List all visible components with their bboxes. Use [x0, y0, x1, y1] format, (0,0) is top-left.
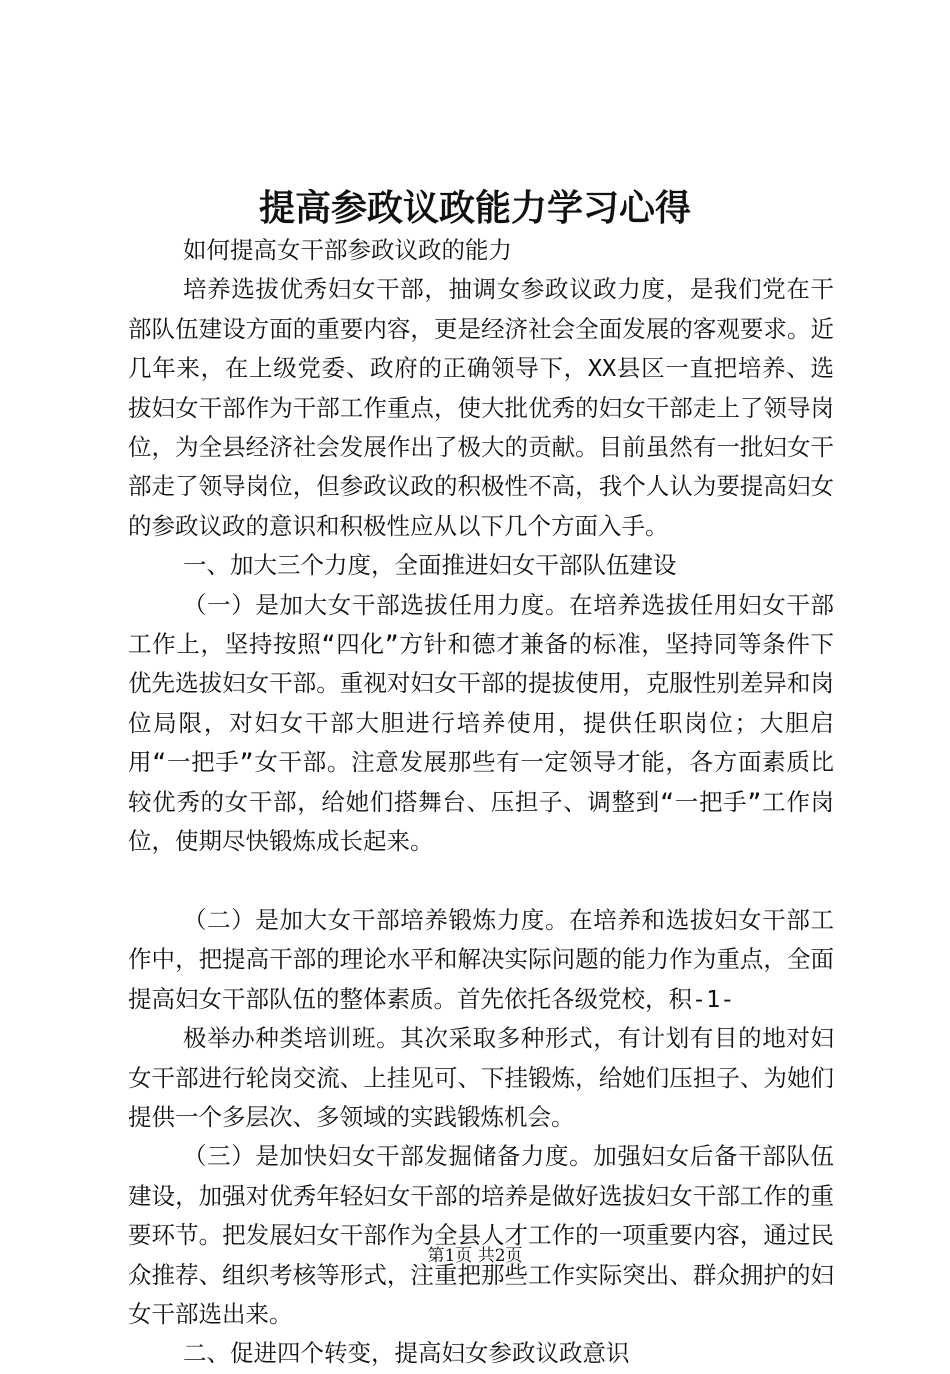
section-heading: 二、促进四个转变，提高妇女参政议政意识	[183, 1339, 630, 1368]
paragraph-subtitle: 如何提高女干部参政议政的能力	[183, 236, 512, 264]
paragraph: （三）是加快妇女干部发掘储备力度。加强妇女后备干部队伍建设，加强对优秀年轻妇女干部的培养是做好选拔妇女干部工作的重要环节。把发展妇女干部作为全县人才工作的一项重要内容，通过民众推荐、组织考核等形式，注重把那些工作实际突出、群众拥护的妇女干部选出来。	[128, 1142, 834, 1328]
paragraph: 极举办种类培训班。其次采取多种形式，有计划有目的地对妇女干部进行轮岗交流、上挂见可、下挂锻炼，给她们压担子、为她们提供一个多层次、多领域的实践锻炼机会。	[128, 1024, 834, 1131]
paragraph-gap	[128, 862, 834, 901]
section-heading: 一、加大三个力度，全面推进妇女干部队伍建设	[183, 551, 677, 580]
page-number-footer: 第1页 共2页	[427, 1246, 523, 1266]
paragraph: （二）是加大女干部培养锻炼力度。在培养和选拔妇女干部工作中，把提高干部的理论水平和解决实际问题的能力作为重点，全面提高妇女干部队伍的整体素质。首先依托各级党校，积-1-	[128, 905, 834, 1013]
document-title: 提高参政议政能力学习心得	[258, 187, 691, 229]
paragraph: 培养选拔优秀妇女干部，抽调女参政议政力度，是我们党在干部队伍建设方面的重要内容，更是经济社会全面发展的客观要求。近几年来，在上级党委、政府的正确领导下，XX县区一直把培养、选拔妇女干部作为干部工作重点，使大批优秀的妇女干部走上了领导岗位，为全县经济社会发展作出了极大的贡献。目前虽然有一批妇女干部走了领导岗位，但参政议政的积极性不高，我个人认为要提高妇女的参政议政的意识和积极性应从以下几个方面入手。	[128, 275, 834, 540]
paragraph: （一）是加大女干部选拔任用力度。在培养选拔任用妇女干部工作上，坚持按照“四化”方针和德才兼备的标准，坚持同等条件下优先选拔妇女干部。重视对妇女干部的提拔使用，克服性别差异和岗位局限，对妇女干部大胆进行培养使用，提供任职岗位；大胆启用“一把手”女干部。注意发展那些有一定领导才能，各方面素质比较优秀的女干部，给她们搭舞台、压担子、调整到“一把手”工作岗位，使期尽快锻炼成长起来。	[128, 590, 834, 856]
document-body	[128, 231, 834, 1374]
